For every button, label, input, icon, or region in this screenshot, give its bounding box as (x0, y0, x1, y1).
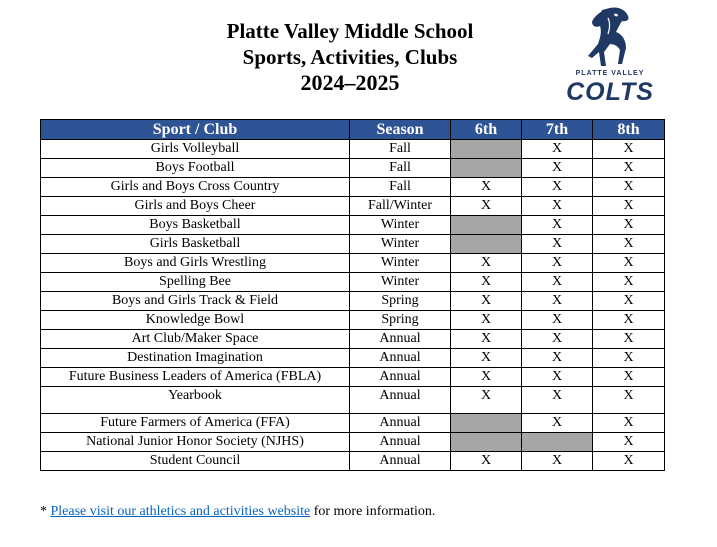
table-row (41, 254, 665, 273)
grade-6-cell (451, 433, 522, 452)
activity-name-cell: Destination Imagination (41, 349, 350, 368)
activities-table (40, 119, 665, 471)
school-year: 2024–2025 (300, 70, 400, 95)
colt-horse-icon (556, 6, 664, 70)
season-cell: Fall (350, 159, 451, 178)
grade-7-cell: X (522, 452, 593, 471)
season-cell: Annual (350, 387, 451, 414)
table-header-row (41, 120, 665, 140)
grade-7-cell: X (522, 292, 593, 311)
activity-name-cell: Girls Volleyball (41, 140, 350, 159)
grade-6-cell (451, 414, 522, 433)
activity-name-cell: Boys and Girls Wrestling (41, 254, 350, 273)
activity-name-cell: Yearbook (41, 387, 350, 414)
activity-name-cell: Art Club/Maker Space (41, 330, 350, 349)
activity-name-cell: Girls Basketball (41, 235, 350, 254)
activity-name-cell: Spelling Bee (41, 273, 350, 292)
header-8th: 8th (593, 120, 665, 140)
colts-logo (556, 6, 664, 104)
grade-6-cell: X (451, 178, 522, 197)
table-row (41, 178, 665, 197)
grade-8-cell: X (593, 140, 665, 159)
grade-8-cell: X (593, 349, 665, 368)
footnote-suffix: for more information. (310, 504, 436, 519)
header-6th: 6th (451, 120, 522, 140)
grade-8-cell: X (593, 254, 665, 273)
document-subtitle: Sports, Activities, Clubs (242, 45, 458, 69)
grade-6-cell: X (451, 349, 522, 368)
grade-6-cell (451, 216, 522, 235)
season-cell: Annual (350, 330, 451, 349)
grade-8-cell: X (593, 368, 665, 387)
grade-6-cell: X (451, 254, 522, 273)
grade-7-cell: X (522, 235, 593, 254)
activity-name-cell: Boys Basketball (41, 216, 350, 235)
grade-7-cell: X (522, 311, 593, 330)
footnote (40, 504, 435, 520)
season-cell: Fall (350, 140, 451, 159)
grade-7-cell: X (522, 273, 593, 292)
season-cell: Fall (350, 178, 451, 197)
grade-7-cell (522, 433, 593, 452)
grade-8-cell: X (593, 330, 665, 349)
grade-6-cell: X (451, 368, 522, 387)
grade-8-cell: X (593, 414, 665, 433)
activity-name-cell: Student Council (41, 452, 350, 471)
grade-7-cell: X (522, 414, 593, 433)
grade-7-cell: X (522, 368, 593, 387)
season-cell: Winter (350, 235, 451, 254)
grade-7-cell: X (522, 387, 593, 414)
activity-name-cell: Boys and Girls Track & Field (41, 292, 350, 311)
grade-7-cell: X (522, 330, 593, 349)
season-cell: Annual (350, 452, 451, 471)
logo-top-text: PLATTE VALLEY (575, 70, 645, 77)
athletics-website-link[interactable]: Please visit our athletics and activities website (50, 504, 311, 519)
season-cell: Fall/Winter (350, 197, 451, 216)
grade-8-cell: X (593, 387, 665, 414)
grade-6-cell: X (451, 273, 522, 292)
activity-name-cell: National Junior Honor Society (NJHS) (41, 433, 350, 452)
grade-8-cell: X (593, 216, 665, 235)
grade-8-cell: X (593, 311, 665, 330)
document-title (160, 18, 540, 96)
table-row (41, 414, 665, 433)
season-cell: Annual (350, 414, 451, 433)
season-cell: Spring (350, 292, 451, 311)
table-row (41, 273, 665, 292)
season-cell: Winter (350, 216, 451, 235)
header-season: Season (350, 120, 451, 140)
grade-6-cell: X (451, 292, 522, 311)
table-row (41, 433, 665, 452)
header-7th: 7th (522, 120, 593, 140)
table-row (41, 216, 665, 235)
grade-7-cell: X (522, 349, 593, 368)
grade-8-cell: X (593, 197, 665, 216)
grade-8-cell: X (593, 159, 665, 178)
grade-7-cell: X (522, 178, 593, 197)
grade-6-cell: X (451, 452, 522, 471)
school-name: Platte Valley Middle School (226, 19, 474, 43)
activity-name-cell: Future Business Leaders of America (FBLA) (41, 368, 350, 387)
grade-6-cell (451, 140, 522, 159)
table-row (41, 197, 665, 216)
footnote-prefix: * (40, 504, 51, 519)
grade-6-cell (451, 235, 522, 254)
activity-name-cell: Girls and Boys Cross Country (41, 178, 350, 197)
season-cell: Winter (350, 254, 451, 273)
table-row (41, 159, 665, 178)
grade-6-cell (451, 159, 522, 178)
table-row (41, 387, 665, 414)
grade-6-cell: X (451, 330, 522, 349)
table-row (41, 452, 665, 471)
activity-name-cell: Knowledge Bowl (41, 311, 350, 330)
grade-8-cell: X (593, 178, 665, 197)
activity-name-cell: Boys Football (41, 159, 350, 178)
activity-name-cell: Girls and Boys Cheer (41, 197, 350, 216)
table-row (41, 311, 665, 330)
grade-7-cell: X (522, 216, 593, 235)
season-cell: Annual (350, 433, 451, 452)
table-body (41, 140, 665, 471)
grade-7-cell: X (522, 159, 593, 178)
grade-8-cell: X (593, 273, 665, 292)
season-cell: Winter (350, 273, 451, 292)
grade-6-cell: X (451, 387, 522, 414)
header-sport-club: Sport / Club (41, 120, 350, 140)
season-cell: Spring (350, 311, 451, 330)
logo-main-text: COLTS (566, 78, 654, 106)
grade-6-cell: X (451, 311, 522, 330)
table-row (41, 140, 665, 159)
grade-7-cell: X (522, 254, 593, 273)
season-cell: Annual (350, 368, 451, 387)
table-row (41, 368, 665, 387)
table-row (41, 349, 665, 368)
grade-7-cell: X (522, 140, 593, 159)
grade-8-cell: X (593, 433, 665, 452)
grade-7-cell: X (522, 197, 593, 216)
table-row (41, 292, 665, 311)
activity-name-cell: Future Farmers of America (FFA) (41, 414, 350, 433)
grade-8-cell: X (593, 235, 665, 254)
table-row (41, 235, 665, 254)
table-row (41, 330, 665, 349)
season-cell: Annual (350, 349, 451, 368)
grade-8-cell: X (593, 452, 665, 471)
grade-8-cell: X (593, 292, 665, 311)
grade-6-cell: X (451, 197, 522, 216)
